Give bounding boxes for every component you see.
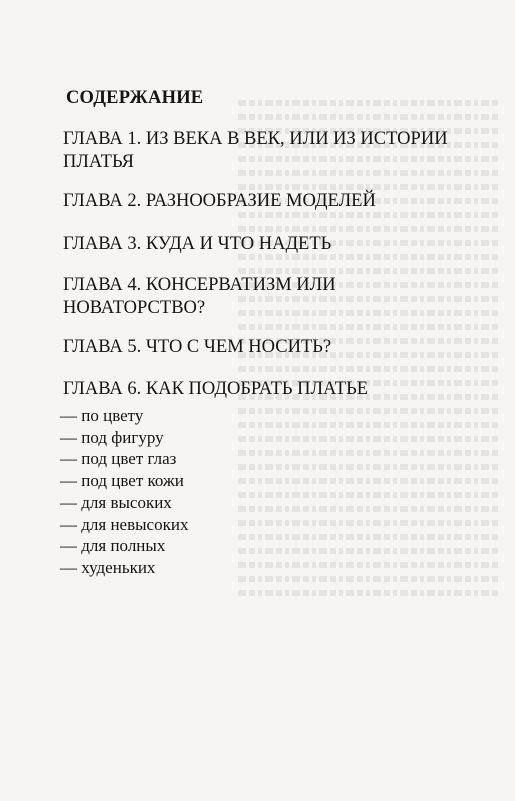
toc-chapter-2-line-1: ГЛАВА 2. РАЗНООБРАЗИЕ МОДЕЛЕЙ [63, 191, 376, 211]
toc-chapter-1-line-1: ГЛАВА 1. ИЗ ВЕКА В ВЕК, ИЛИ ИЗ ИСТОРИИ [63, 129, 448, 149]
toc-chapter-1 [63, 128, 463, 174]
toc-heading: СОДЕРЖАНИЕ [66, 88, 204, 108]
toc-chapter-5-line-1: ГЛАВА 5. ЧТО С ЧЕМ НОСИТЬ? [63, 337, 332, 357]
toc-chapter-3-line-1: ГЛАВА 3. КУДА И ЧТО НАДЕТЬ [63, 234, 332, 254]
toc-sub-item: — для невысоких [60, 514, 189, 534]
toc-sub-item: — под цвет глаз [60, 449, 177, 469]
toc-chapter-3 [63, 233, 463, 256]
toc-chapter-1-line-2: ПЛАТЬЯ [63, 152, 134, 172]
toc-chapter-4-line-1: ГЛАВА 4. КОНСЕРВАТИЗМ ИЛИ [63, 275, 336, 295]
toc-chapter-4 [63, 274, 463, 320]
toc-sub-item: — по цвету [60, 406, 144, 425]
toc-sub-item: — для высоких [60, 492, 172, 512]
toc-sub-item: — худеньких [60, 557, 156, 577]
toc-sub-item: — под фигуру [60, 427, 164, 447]
toc-chapter-4-line-2: НОВАТОРСТВО? [63, 298, 206, 318]
toc-chapter-2 [63, 190, 463, 213]
toc-sub-items [60, 405, 320, 579]
toc-sub-item: — под цвет кожи [60, 471, 184, 491]
toc-chapter-5 [63, 336, 463, 359]
toc-sub-item: — для полных [60, 536, 166, 556]
toc-chapter-6-line-1: ГЛАВА 6. КАК ПОДОБРАТЬ ПЛАТЬЕ [63, 379, 369, 399]
toc-chapter-6 [63, 378, 463, 401]
